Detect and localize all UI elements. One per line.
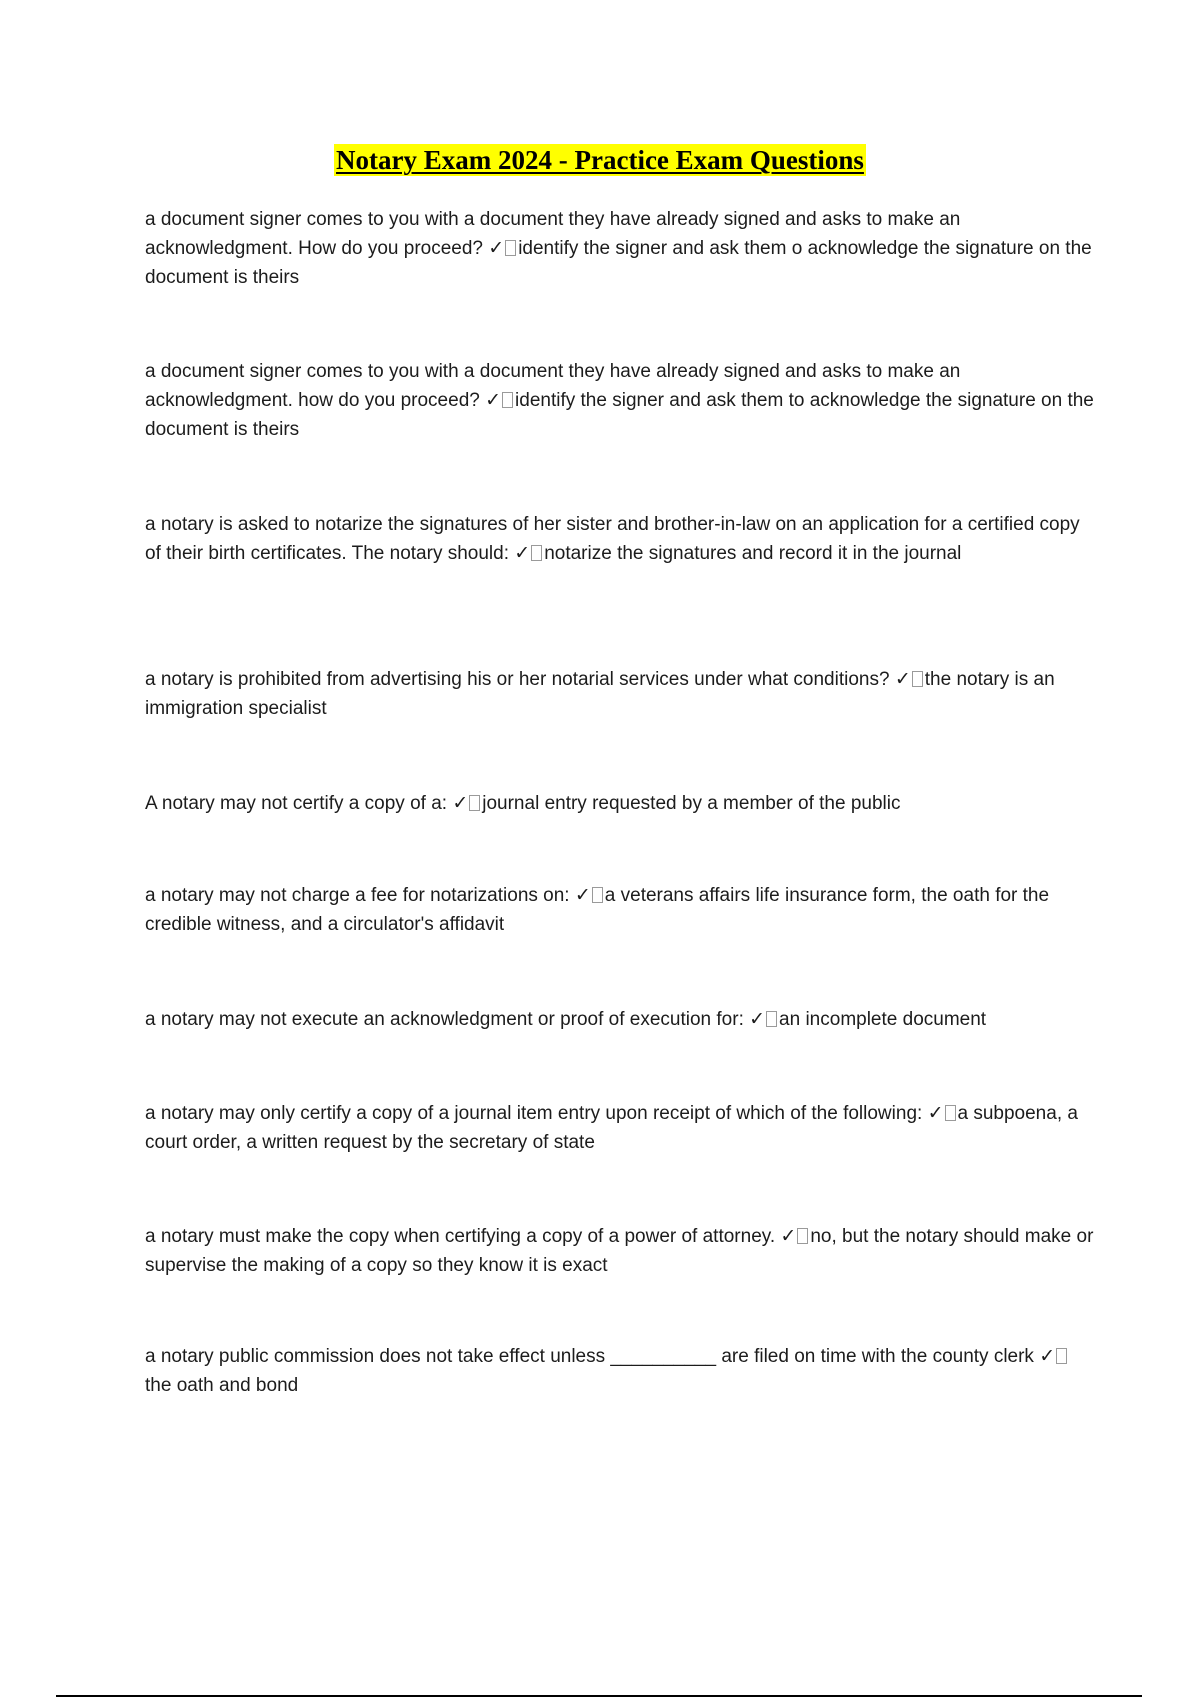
answer-text: the oath and bond [145, 1375, 299, 1396]
placeholder-box-icon [797, 1228, 808, 1244]
placeholder-box-icon [945, 1105, 956, 1121]
answer-text: identify the signer and ask them o acknowledge the signature on the document is theirs [145, 238, 1092, 288]
footer-divider [56, 1695, 1142, 1697]
placeholder-box-icon [531, 545, 542, 561]
qa-item-10 [145, 1342, 1095, 1400]
title-wrapper [0, 144, 1200, 176]
question-text: a notary is prohibited from advertising his or her notarial services under what conditions? [145, 669, 890, 690]
question-text: a notary may only certify a copy of a journal item entry upon receipt of which of the following: [145, 1103, 923, 1124]
checkmark-icon: ✓ [452, 792, 469, 814]
question-text: a notary is asked to notarize the signatures of her sister and brother-in-law on an application for a certified copy of their birth certificates. The notary should: [145, 514, 1080, 564]
placeholder-box-icon [592, 887, 603, 903]
qa-item-9 [145, 1222, 1095, 1280]
placeholder-box-icon [766, 1011, 777, 1027]
qa-item-4 [145, 665, 1095, 723]
answer-text: identify the signer and ask them to acknowledge the signature on the document is theirs [145, 390, 1094, 440]
page-title: Notary Exam 2024 - Practice Exam Questions [336, 145, 864, 175]
checkmark-icon: ✓ [485, 389, 502, 411]
checkmark-icon: ✓ [1039, 1345, 1056, 1367]
checkmark-icon: ✓ [488, 237, 505, 259]
qa-item-8 [145, 1099, 1095, 1157]
qa-item-1 [145, 205, 1095, 292]
checkmark-icon: ✓ [514, 542, 531, 564]
answer-text: an incomplete document [779, 1009, 987, 1030]
question-text: a notary public commission does not take effect unless __________ are filed on time with the county clerk [145, 1346, 1034, 1367]
checkmark-icon: ✓ [749, 1008, 766, 1030]
question-text: a document signer comes to you with a document they have already signed and asks to make an acknowledgment. How do you proceed? [145, 209, 961, 259]
answer-text: a subpoena, a court order, a written request by the secretary of state [145, 1103, 1078, 1153]
question-text: A notary may not certify a copy of a: [145, 793, 448, 814]
qa-item-5 [145, 789, 1095, 818]
question-text: a notary may not execute an acknowledgment or proof of execution for: [145, 1009, 744, 1030]
checkmark-icon: ✓ [574, 884, 591, 906]
placeholder-box-icon [502, 392, 513, 408]
question-text: a notary may not charge a fee for notarizations on: [145, 885, 570, 906]
qa-item-2 [145, 357, 1095, 444]
checkmark-icon: ✓ [894, 668, 911, 690]
placeholder-box-icon [912, 671, 923, 687]
qa-item-7 [145, 1005, 1095, 1034]
answer-text: no, but the notary should make or supervise the making of a copy so they know it is exact [145, 1226, 1094, 1276]
qa-item-3 [145, 510, 1095, 568]
checkmark-icon: ✓ [780, 1225, 797, 1247]
answer-text: notarize the signatures and record it in the journal [544, 543, 962, 564]
placeholder-box-icon [1056, 1348, 1067, 1364]
question-text: a document signer comes to you with a document they have already signed and asks to make an acknowledgment. how do you proceed? [145, 361, 961, 411]
qa-item-6 [145, 881, 1095, 939]
answer-text: journal entry requested by a member of the public [482, 793, 901, 814]
question-text: a notary must make the copy when certifying a copy of a power of attorney. [145, 1226, 776, 1247]
placeholder-box-icon [505, 240, 516, 256]
answer-text: a veterans affairs life insurance form, the oath for the credible witness, and a circulator's affidavit [145, 885, 1050, 935]
checkmark-icon: ✓ [927, 1102, 944, 1124]
answer-text: the notary is an immigration specialist [145, 669, 1055, 719]
placeholder-box-icon [469, 795, 480, 811]
